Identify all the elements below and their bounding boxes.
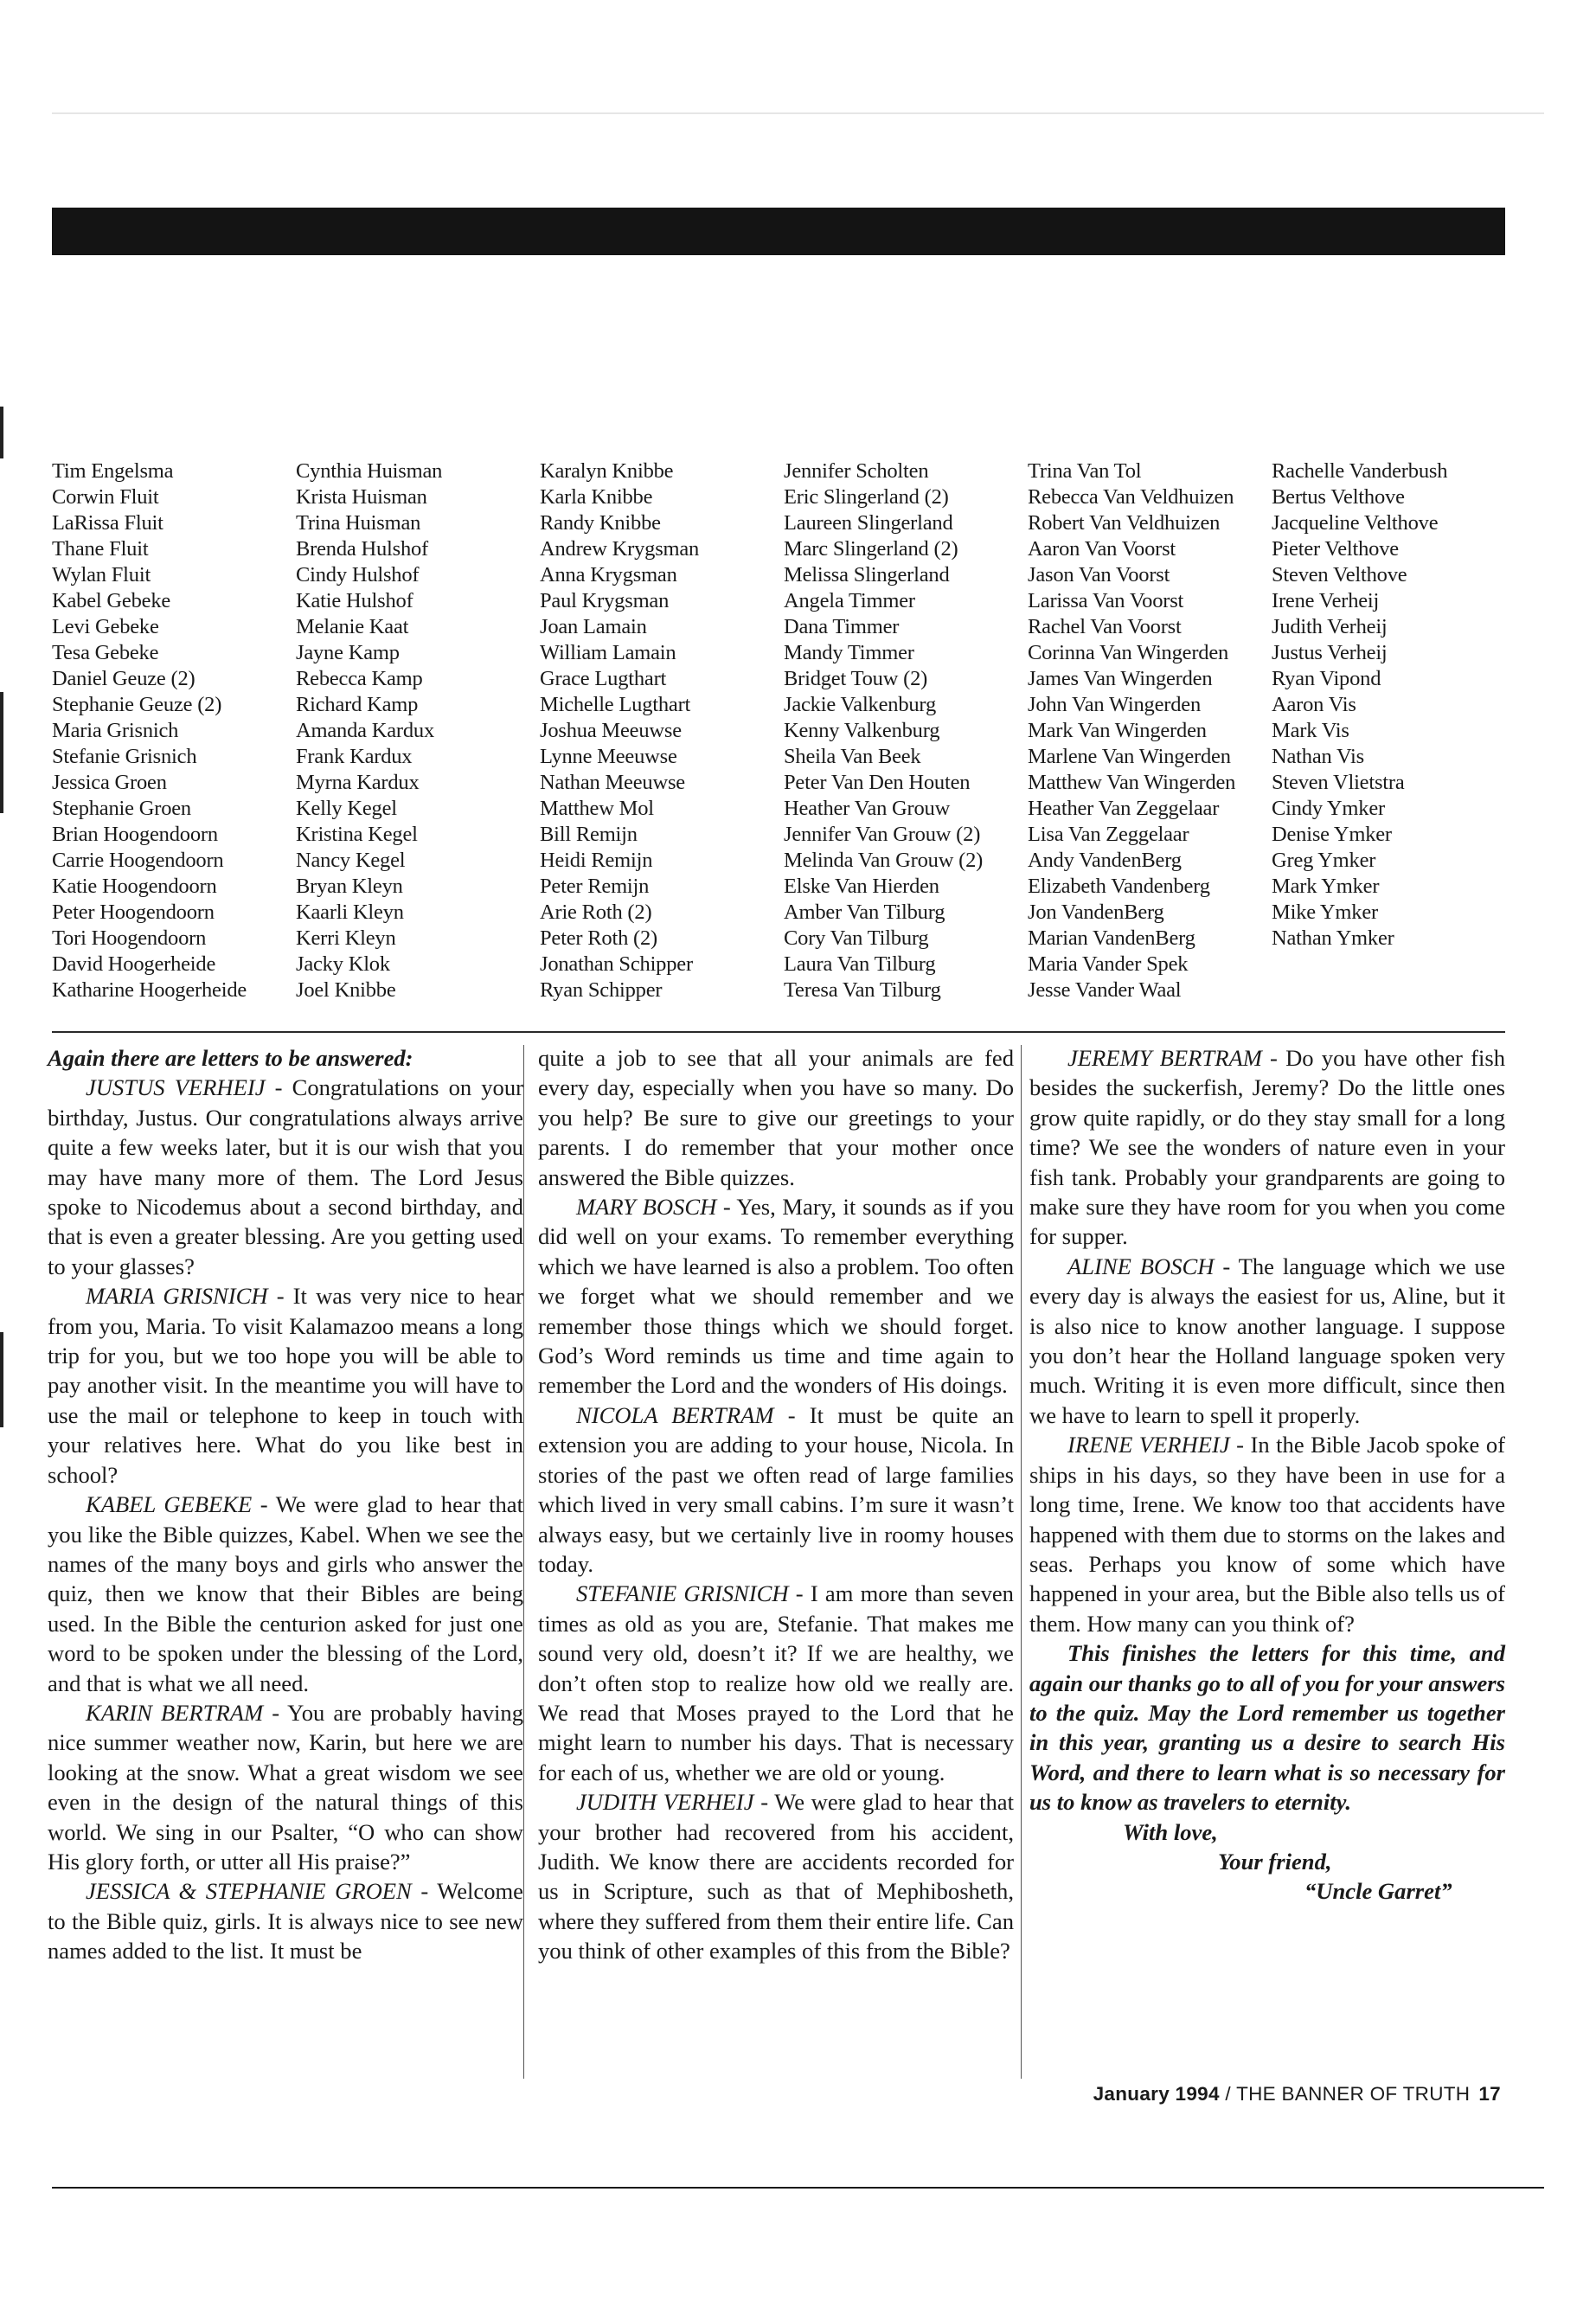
letter-reply (538, 1579, 1014, 1787)
names-column-2 (296, 458, 540, 1003)
respondent-name: Cindy Ymker (1272, 797, 1385, 820)
letter-recipient-name: STEFANIE GRISNICH (576, 1580, 789, 1607)
letter-reply (538, 1192, 1014, 1400)
letter-reply (48, 1876, 523, 1965)
respondent-name: Tori Hoogendoorn (52, 926, 207, 950)
respondent-name: Joan Lamain (540, 615, 647, 638)
column-rule (523, 1045, 524, 2079)
respondent-name: Mark Ymker (1272, 875, 1380, 898)
respondent-name: Jayne Kamp (296, 641, 400, 664)
bottom-rule (52, 2187, 1544, 2189)
letter-reply-text: - Congratulations on your birthday, Justus. Our congratulations always arrive quite a few weeks later, but it is our wish that you may have many more of them. The Lord Jesus spoke to Nicodemus about a second birthday, and that is even a greater blessing. Are you getting used to your glasses? (48, 1074, 523, 1279)
respondent-name: Krista Huisman (296, 485, 427, 509)
respondent-name: Brenda Hulshof (296, 537, 429, 561)
respondent-name: Rachelle Vanderbush (1272, 459, 1448, 483)
respondent-name: Aaron Vis (1272, 693, 1356, 716)
respondent-name: Joel Knibbe (296, 978, 396, 1002)
respondent-name: Marian VandenBerg (1028, 926, 1195, 950)
respondent-name: Jessica Groen (52, 771, 167, 794)
respondent-name: Jason Van Voorst (1028, 563, 1170, 586)
respondent-name: Katie Hulshof (296, 589, 413, 612)
respondent-name: Bertus Velthove (1272, 485, 1405, 509)
letter-reply-text: - In the Bible Jacob spoke of ships in his days, so they have been in use for a long time, Irene. We know too that accidents have happened with them due to storms on the lakes and seas. Perhaps you know of some which have happened in your area, but the Bible also tells us of them. How many can you think of? (1029, 1432, 1505, 1637)
letter-recipient-name: MARIA GRISNICH (86, 1283, 268, 1310)
letter-recipient-name: JEREMY BERTRAM (1067, 1045, 1262, 1071)
respondent-name: Kaarli Kleyn (296, 901, 404, 924)
letters-list (1029, 1043, 1505, 1638)
letter-recipient-name: KABEL GEBEKE (86, 1491, 253, 1518)
respondent-name: Kelly Kegel (296, 797, 397, 820)
respondent-name: William Lamain (540, 641, 676, 664)
respondent-name: Mandy Timmer (784, 641, 914, 664)
letter-recipient-name: KARIN BERTRAM (86, 1699, 264, 1726)
respondent-name: Irene Verheij (1272, 589, 1380, 612)
letter-reply (48, 1698, 523, 1876)
letter-recipient-name: JUSTUS VERHEIJ (86, 1074, 266, 1101)
respondent-name: Jacqueline Velthove (1272, 511, 1439, 535)
respondent-name: Matthew Mol (540, 797, 654, 820)
respondent-name: Melinda Van Grouw (2) (784, 849, 984, 872)
letter-recipient-name: ALINE BOSCH (1067, 1253, 1215, 1279)
letter-reply (538, 1400, 1014, 1579)
respondent-name: Denise Ymker (1272, 823, 1392, 846)
column-rule (1021, 1045, 1022, 2079)
respondent-name: Jesse Vander Waal (1028, 978, 1182, 1002)
respondent-name: Cynthia Huisman (296, 459, 443, 483)
letter-reply-text: - The language which we use every day is always the easiest for us, Aline, but it is also nice to know another language. I suppose you don’t hear the Holland language spoken very much. Writing it is even more difficult, since then we have to learn to spell it properly. (1029, 1253, 1505, 1428)
respondent-name: Dana Timmer (784, 615, 900, 638)
respondent-name: Stefanie Grisnich (52, 745, 197, 768)
letters-intro (48, 1043, 523, 1073)
letter-continuation: quite a job to see that all your animals are fed every day, especially when you have so many. Do you help? Be sure to give our greetings to your parents. I do remember that your mother once answered the Bible quizzes. (538, 1045, 1014, 1190)
scan-margin-mark (0, 407, 3, 458)
respondent-name: Matthew Van Wingerden (1028, 771, 1236, 794)
letters-column-2 (538, 1043, 1014, 1966)
letters-column-3 (1029, 1043, 1505, 1907)
respondent-name: Justus Verheij (1272, 641, 1388, 664)
respondent-name: Kerri Kleyn (296, 926, 396, 950)
respondent-name: Jackie Valkenburg (784, 693, 936, 716)
respondent-name: Steven Velthove (1272, 563, 1407, 586)
letter-reply-text: - Welcome to the Bible quiz, girls. It is always nice to see new names added to the list. It must be (48, 1878, 523, 1965)
respondent-name: Jennifer Scholten (784, 459, 929, 483)
names-column-3 (540, 458, 784, 1003)
respondent-name: Katharine Hoogerheide (52, 978, 247, 1002)
respondent-name: Brian Hoogendoorn (52, 823, 218, 846)
respondent-name: Kenny Valkenburg (784, 719, 940, 742)
letter-reply-text: - We were glad to hear that your brother had recovered from his accident, Judith. We know there are accidents recorded for us in Scripture, such as that of Mephibosheth, where they suffered from them their entire life. Can you think of other examples of this from the Bible? (538, 1789, 1015, 1965)
quiz-respondents-list (52, 458, 1505, 1003)
closing-paragraph: This finishes the letters for this time, and again our thanks go to all of you for your answers to the quiz. May the Lord remember us together in this year, granting us a desire to search His Word, and there to learn what is so necessary for us to know as travelers to eternity. (1029, 1640, 1505, 1816)
sign-off: With love, (1123, 1818, 1218, 1845)
letter-reply-text: - It was very nice to hear from you, Maria. To visit Kalamazoo means a long trip for you, but we too hope you will be able to pay another visit. In the meantime you will have to use the mail or telephone to keep in touch with your relatives here. What do you like best in school? (48, 1283, 523, 1488)
respondent-name: Cindy Hulshof (296, 563, 420, 586)
respondent-name: Arie Roth (2) (540, 901, 652, 924)
respondent-name: Laura Van Tilburg (784, 952, 936, 976)
respondent-name: Stephanie Geuze (2) (52, 693, 222, 716)
scan-margin-mark (0, 1332, 3, 1427)
letters-list (48, 1073, 523, 1965)
respondent-name: Peter Van Den Houten (784, 771, 971, 794)
respondent-name: Amanda Kardux (296, 719, 434, 742)
respondent-name: Judith Verheij (1272, 615, 1388, 638)
respondent-name: Peter Remijn (540, 875, 650, 898)
respondent-name: Karla Knibbe (540, 485, 653, 509)
respondent-name: Rebecca Van Veldhuizen (1028, 485, 1234, 509)
respondent-name: Randy Knibbe (540, 511, 661, 535)
respondent-name: Laureen Slingerland (784, 511, 953, 535)
respondent-name: Jennifer Van Grouw (2) (784, 823, 981, 846)
letter-reply (48, 1073, 523, 1281)
respondent-name: Carrie Hoogendoorn (52, 849, 224, 872)
letter-recipient-name: IRENE VERHEIJ (1067, 1432, 1230, 1458)
letter-recipient-name: NICOLA BERTRAM (576, 1401, 774, 1428)
respondent-name: Aaron Van Voorst (1028, 537, 1176, 561)
respondent-name: Levi Gebeke (52, 615, 159, 638)
scan-margin-mark (0, 692, 3, 813)
letter-reply (1029, 1043, 1505, 1252)
respondent-name: Rachel Van Voorst (1028, 615, 1182, 638)
respondent-name: Myrna Kardux (296, 771, 420, 794)
respondent-name: LaRissa Fluit (52, 511, 163, 535)
respondent-name: Melanie Kaat (296, 615, 409, 638)
letter-reply (538, 1787, 1014, 1965)
respondent-name: Heather Van Zeggelaar (1028, 797, 1220, 820)
names-column-5 (1028, 458, 1272, 1003)
respondent-name: Jonathan Schipper (540, 952, 693, 976)
respondent-name: Marc Slingerland (2) (784, 537, 958, 561)
respondent-name: Cory Van Tilburg (784, 926, 929, 950)
respondent-name: Daniel Geuze (2) (52, 667, 195, 690)
page-number: 17 (1478, 2083, 1501, 2105)
respondent-name: Maria Grisnich (52, 719, 179, 742)
letter-recipient-name: JESSICA & STEPHANIE GROEN (86, 1878, 412, 1905)
letter-recipient-name: MARY BOSCH (576, 1194, 717, 1221)
respondent-name: Anna Krygsman (540, 563, 677, 586)
respondent-name: Wylan Fluit (52, 563, 151, 586)
respondent-name: Mark Van Wingerden (1028, 719, 1207, 742)
respondent-name: John Van Wingerden (1028, 693, 1202, 716)
respondent-name: Nathan Ymker (1272, 926, 1394, 950)
respondent-name: Maria Vander Spek (1028, 952, 1189, 976)
respondent-name: Nathan Meeuwse (540, 771, 685, 794)
respondent-name: Nancy Kegel (296, 849, 406, 872)
respondent-name: Richard Kamp (296, 693, 419, 716)
respondent-name: Heidi Remijn (540, 849, 653, 872)
letter-reply-text: - You are probably having nice summer weather now, Karin, but here we are looking at the snow. What a great wisdom we see even in the design of the natural things of this world. We sing in our Psalter, “O who can show His glory forth, or utter all His praise?” (48, 1699, 523, 1875)
respondent-name: Nathan Vis (1272, 745, 1364, 768)
respondent-name: Tesa Gebeke (52, 641, 159, 664)
respondent-name: Heather Van Grouw (784, 797, 951, 820)
respondent-name: Robert Van Veldhuizen (1028, 511, 1221, 535)
respondent-name: Karalyn Knibbe (540, 459, 674, 483)
letter-reply (48, 1490, 523, 1698)
respondent-name: Ryan Schipper (540, 978, 663, 1002)
respondent-name: Ryan Vipond (1272, 667, 1381, 690)
respondent-name: Lisa Van Zeggelaar (1028, 823, 1189, 846)
respondent-name: James Van Wingerden (1028, 667, 1213, 690)
respondent-name: Trina Huisman (296, 511, 421, 535)
respondent-name: Joshua Meeuwse (540, 719, 682, 742)
respondent-name: Jon VandenBerg (1028, 901, 1164, 924)
respondent-name: Bridget Touw (2) (784, 667, 928, 690)
respondent-name: Peter Roth (2) (540, 926, 658, 950)
respondent-name: Marlene Van Wingerden (1028, 745, 1231, 768)
signature: “Uncle Garret” (1304, 1878, 1452, 1905)
respondent-name: Tim Engelsma (52, 459, 174, 483)
letter-reply (48, 1281, 523, 1490)
respondent-name: David Hoogerheide (52, 952, 216, 976)
respondent-name: Mike Ymker (1272, 901, 1378, 924)
respondent-name: Corinna Van Wingerden (1028, 641, 1229, 664)
respondent-name: Lynne Meeuwse (540, 745, 677, 768)
respondent-name: Corwin Fluit (52, 485, 159, 509)
respondent-name: Steven Vlietstra (1272, 771, 1405, 794)
respondent-name: Amber Van Tilburg (784, 901, 945, 924)
respondent-name: Jacky Klok (296, 952, 390, 976)
letter-reply-text: - Do you have other fish besides the suckerfish, Jeremy? Do the little ones grow quite rapidly, or do they stay small for a long time? We see the wonders of nature even in your fish tank. Probably your grandparents are going to make sure they have room for you when you come for supper. (1029, 1045, 1505, 1250)
respondent-name: Grace Lugthart (540, 667, 667, 690)
respondent-name: Angela Timmer (784, 589, 915, 612)
respondent-name: Peter Hoogendoorn (52, 901, 215, 924)
top-rule (52, 112, 1544, 114)
letter-reply-text: - It must be quite an extension you are adding to your house, Nicola. In stories of the past we often read of large families which lived in very small cabins. I’m sure it wasn’t always easy, but we certainly live in roomy houses today. (538, 1401, 1014, 1577)
names-column-4 (784, 458, 1028, 1003)
respondent-name: Sheila Van Beek (784, 745, 921, 768)
letter-reply (1029, 1430, 1505, 1638)
respondent-name: Elizabeth Vandenberg (1028, 875, 1210, 898)
respondent-name: Trina Van Tol (1028, 459, 1142, 483)
respondent-name: Teresa Van Tilburg (784, 978, 941, 1002)
footer-publication: THE BANNER OF TRUTH (1236, 2083, 1471, 2105)
respondent-name: Kabel Gebeke (52, 589, 171, 612)
respondent-name: Melissa Slingerland (784, 563, 950, 586)
letter-recipient-name: JUDITH VERHEIJ (576, 1789, 754, 1816)
respondent-name: Elske Van Hierden (784, 875, 939, 898)
your-friend: Your friend, (1218, 1848, 1332, 1875)
respondent-name: Eric Slingerland (2) (784, 485, 949, 509)
letters-column-1 (48, 1043, 523, 1966)
respondent-name: Andy VandenBerg (1028, 849, 1182, 872)
letter-reply (1029, 1252, 1505, 1430)
respondent-name: Bill Remijn (540, 823, 638, 846)
respondent-name: Greg Ymker (1272, 849, 1376, 872)
letter-reply-text: - We were glad to hear that you like the Bible quizzes, Kabel. When we see the names of the many boys and girls who answer the quiz, then we know that their Bibles are being used. In the Bible the centurion asked for just one word to be spoken under the blessing of the Lord, and that is what we all need. (48, 1491, 523, 1696)
names-column-1 (52, 458, 296, 1003)
letters-list (538, 1192, 1014, 1966)
letter-reply-text: - Yes, Mary, it sounds as if you did well on your exams. To remember everything which we have learned is also a problem. Too often we forget what we should remember and we remember those things which we should forget. God’s Word reminds us time and time again to remember the Lord and the wonders of His doings. (538, 1194, 1015, 1399)
letters-intro-text: Again there are letters to be answered: (48, 1045, 413, 1071)
respondent-name: Katie Hoogendoorn (52, 875, 217, 898)
header-banner (52, 208, 1505, 255)
names-column-6 (1272, 458, 1516, 1003)
respondent-name: Paul Krygsman (540, 589, 670, 612)
page-footer (1093, 2083, 1501, 2106)
footer-separator: / (1219, 2083, 1237, 2105)
respondent-name: Andrew Krygsman (540, 537, 700, 561)
letter-reply-text: - I am more than seven times as old as you are, Stefanie. That makes me sound very old, doesn’t it? If we are healthy, we don’t often stop to realize how old we really are. We read that Moses prayed to the Lord that he might learn to number his days. That is necessary for each of us, whether we are old or young. (538, 1580, 1014, 1785)
respondent-name: Mark Vis (1272, 719, 1349, 742)
respondent-name: Stephanie Groen (52, 797, 191, 820)
respondent-name: Bryan Kleyn (296, 875, 403, 898)
respondent-name: Thane Fluit (52, 537, 149, 561)
respondent-name: Michelle Lugthart (540, 693, 691, 716)
respondent-name: Rebecca Kamp (296, 667, 423, 690)
respondent-name: Larissa Van Voorst (1028, 589, 1184, 612)
section-divider (52, 1031, 1505, 1033)
respondent-name: Frank Kardux (296, 745, 413, 768)
footer-date: January 1994 (1093, 2083, 1220, 2105)
respondent-name: Kristina Kegel (296, 823, 418, 846)
respondent-name: Pieter Velthove (1272, 537, 1399, 561)
